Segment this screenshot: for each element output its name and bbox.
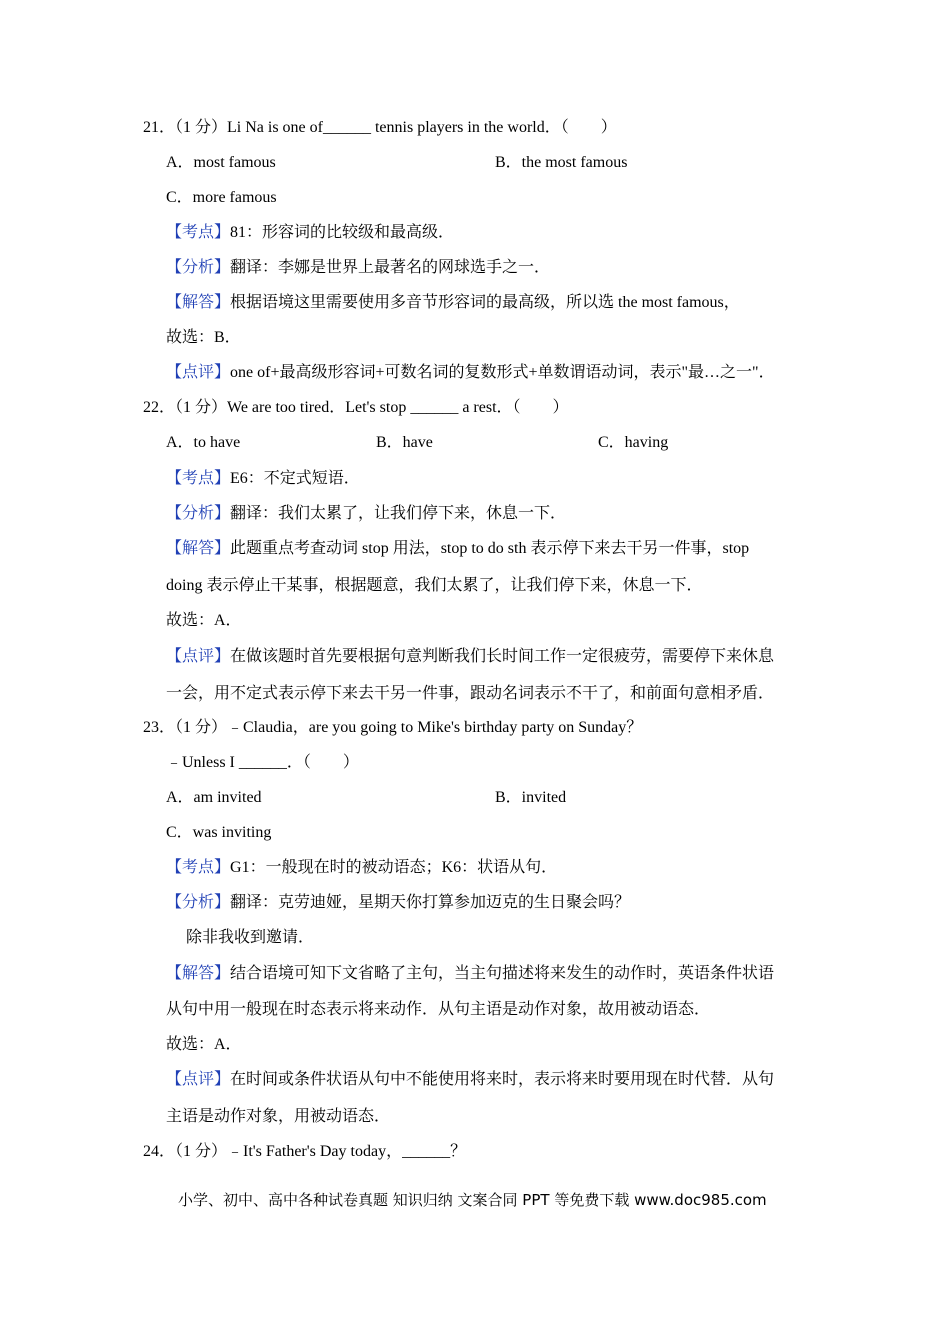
question-23-dianping-cont: 主语是动作对象，用被动语态． xyxy=(166,1108,391,1125)
fenxi-tag: 【分析】 xyxy=(166,505,231,522)
jieda-text: 根据语境这里需要使用多音节形容词的最高级，所以选 the most famous， xyxy=(230,294,740,311)
question-21-answer: 故选：B． xyxy=(166,329,241,346)
dianping-tag: 【点评】 xyxy=(166,364,231,381)
fenxi-tag: 【分析】 xyxy=(166,259,231,276)
jieda-tag: 【解答】 xyxy=(166,965,231,982)
question-23-option-c: C．was inviting xyxy=(166,824,272,841)
question-23-fenxi xyxy=(166,893,630,913)
fenxi-tag: 【分析】 xyxy=(166,894,231,911)
question-22-answer: 故选：A． xyxy=(166,612,242,629)
question-21-option-a: A．most famous xyxy=(166,154,276,171)
question-23-stem-2: ﹣Unless I ______．（ ） xyxy=(166,754,359,771)
question-21-option-c: C．more famous xyxy=(166,189,277,206)
kaodian-text: 81：形容词的比较级和最高级． xyxy=(230,224,455,241)
question-22-dianping xyxy=(166,647,774,667)
question-23-answer: 故选：A． xyxy=(166,1036,242,1053)
question-24-stem: 24．（1 分）﹣It's Father's Day today，______？ xyxy=(143,1143,467,1160)
question-23-kaodian xyxy=(166,858,557,878)
dianping-text: 在做该题时首先要根据句意判断我们长时间工作一定很疲劳，需要停下来休息 xyxy=(230,648,775,665)
kaodian-text: G1：一般现在时的被动语态；K6：状语从句． xyxy=(230,859,558,876)
dianping-text: 在时间或条件状语从句中不能使用将来时，表示将来时要用现在时代替．从句 xyxy=(230,1071,775,1088)
question-23-jieda xyxy=(166,964,774,984)
question-22-dianping-cont: 一会，用不定式表示停下来去干另一件事，跟动名词表示不干了，和前面句意相矛盾． xyxy=(166,685,775,702)
question-23-stem: 23．（1 分）﹣Claudia，are you going to Mike's birthday party on Sunday？ xyxy=(143,719,643,736)
question-22-fenxi xyxy=(166,504,566,524)
question-22-option-b: B．have xyxy=(376,434,433,451)
kaodian-tag: 【考点】 xyxy=(166,470,231,487)
question-21-kaodian xyxy=(166,223,454,243)
dianping-tag: 【点评】 xyxy=(166,648,231,665)
jieda-tag: 【解答】 xyxy=(166,294,231,311)
jieda-text: 此题重点考查动词 stop 用法，stop to do sth 表示停下来去干另一件事，stop xyxy=(230,540,750,557)
jieda-tag: 【解答】 xyxy=(166,540,231,557)
kaodian-text: E6：不定式短语． xyxy=(230,470,360,487)
fenxi-text: 翻译：李娜是世界上最著名的网球选手之一． xyxy=(230,259,551,276)
question-22-jieda-cont: doing 表示停止干某事，根据题意，我们太累了，让我们停下来，休息一下． xyxy=(166,577,703,594)
kaodian-tag: 【考点】 xyxy=(166,224,231,241)
kaodian-tag: 【考点】 xyxy=(166,859,231,876)
question-21-option-b: B．the most famous xyxy=(495,154,628,171)
question-21-fenxi xyxy=(166,258,550,278)
question-22-option-c: C．having xyxy=(598,434,669,451)
question-21-stem: 21．（1 分）Li Na is one of______ tennis players in the world．（ ） xyxy=(143,119,617,136)
dianping-text: one of+最高级形容词+可数名词的复数形式+单数谓语动词，表示"最…之一"． xyxy=(230,364,775,381)
question-23-dianping xyxy=(166,1070,774,1090)
jieda-text: 结合语境可知下文省略了主句，当主句描述将来发生的动作时，英语条件状语 xyxy=(230,965,775,982)
fenxi-text: 翻译：克劳迪娅，星期天你打算参加迈克的生日聚会吗？ xyxy=(230,894,631,911)
question-23-option-a: A．am invited xyxy=(166,789,262,806)
question-22-kaodian xyxy=(166,469,360,489)
question-21-jieda xyxy=(166,293,740,313)
question-23-option-b: B．invited xyxy=(495,789,567,806)
fenxi-text: 翻译：我们太累了，让我们停下来，休息一下． xyxy=(230,505,567,522)
question-22-jieda xyxy=(166,539,749,559)
page-footer: 小学、初中、高中各种试卷真题 知识归纳 文案合同 PPT 等免费下载 www.doc985.com xyxy=(178,1191,767,1209)
question-22-option-a: A．to have xyxy=(166,434,241,451)
question-23-fenxi-cont: 除非我收到邀请． xyxy=(186,929,315,946)
question-21-dianping xyxy=(166,363,775,383)
question-22-stem: 22．（1 分）We are too tired．Let's stop ______ a rest．（ ） xyxy=(143,399,569,416)
dianping-tag: 【点评】 xyxy=(166,1071,231,1088)
question-23-jieda-cont: 从句中用一般现在时态表示将来动作．从句主语是动作对象，故用被动语态． xyxy=(166,1001,711,1018)
